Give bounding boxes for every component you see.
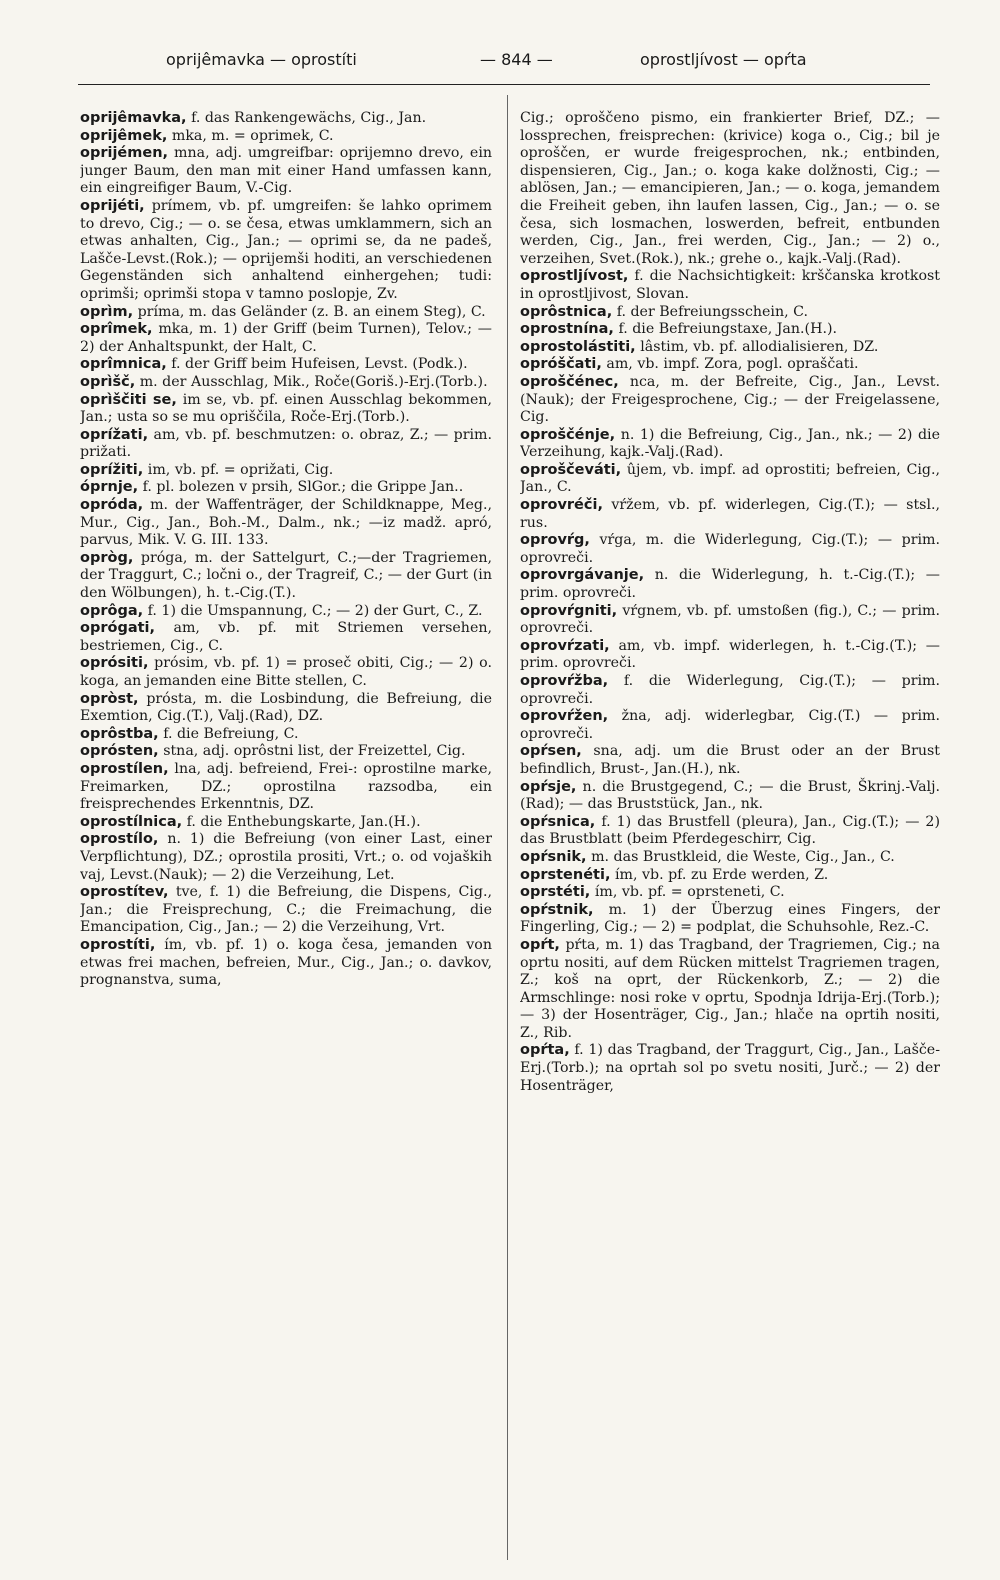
- entry-headword: opròst,: [80, 690, 139, 707]
- right-column: [520, 110, 940, 1570]
- entry-definition: sna, adj. um die Brust oder an der Brust befindlich, Brust-, Jan.(H.), nk.: [520, 743, 940, 777]
- entry-headword: opŕsje,: [520, 778, 577, 795]
- dictionary-entry: [520, 743, 940, 778]
- entry-headword: oproščénec,: [520, 373, 619, 390]
- entry-definition: f. der Griff beim Hufeisen, Levst. (Podk.).: [166, 356, 468, 373]
- dictionary-entry: [520, 356, 940, 374]
- dictionary-entry: [80, 321, 492, 356]
- entry-headword: oprôga,: [80, 602, 144, 619]
- entry-definition: prósta, m. die Losbindung, die Befreiung, die Exemtion, Cig.(T.), Valj.(Rad), DZ.: [80, 690, 492, 725]
- entry-definition: tve, f. 1) die Befreiung, die Dispens, Cig., Jan.; die Freisprechung, C.; die Freimachung, die Emancipation, Cig., Jan.; — 2) die Verzeihung, Vrt.: [80, 884, 492, 936]
- dictionary-entry: [80, 110, 492, 128]
- entry-definition: lâstim, vb. pf. allodialisieren, DZ.: [635, 338, 879, 355]
- dictionary-entry: [80, 145, 492, 198]
- dictionary-entry: [80, 831, 492, 884]
- header-rule: [78, 84, 930, 85]
- entry-headword: oprìšč,: [80, 373, 136, 390]
- entry-headword: óprnje,: [80, 479, 139, 496]
- dictionary-entry: [520, 884, 940, 902]
- dictionary-entry: [80, 655, 492, 690]
- dictionary-entry: [80, 356, 492, 374]
- entry-headword: oprostítev,: [80, 884, 169, 901]
- entry-definition: prímem, vb. pf. umgreifen: še lahko oprimem to drevo, Cig.; — o. se česa, etwas umklammern, sich an etwas anhalten, Cig., Jan.; — oprimi se, da ne padeš, Lašče-Levst.(Rok.); — oprijemši hoditi, an verschiedenen Gegenständen sich anhaltend einhergehen; tudi: oprimši; oprimši stopa v tamno poslopje, Zv.: [80, 197, 492, 302]
- dictionary-entry: [80, 603, 492, 621]
- entry-headword: oprostílnica,: [80, 813, 183, 830]
- entry-definition: n. die Brustgegend, C.; — die Brust, Škrinj.-Valj.(Rad); — das Bruststück, Jan., nk.: [520, 778, 940, 813]
- dictionary-entry: [520, 867, 940, 885]
- entry-headword: oprížati,: [80, 426, 149, 443]
- left-column: [80, 110, 492, 1570]
- entry-definition: stna, adj. oprôstni list, der Freizettel, Cig.: [158, 743, 466, 760]
- dictionary-entry: [80, 761, 492, 814]
- entry-definition: n. die Widerlegung, h. t.-Cig.(T.); — prim. oprovreči.: [520, 567, 940, 602]
- entry-headword: oprijéti,: [80, 197, 145, 214]
- dictionary-entry: [520, 339, 940, 357]
- entry-headword: oprostolástiti,: [520, 338, 636, 355]
- running-header: [78, 44, 930, 80]
- entry-headword: oprostljívost,: [520, 268, 629, 285]
- entry-headword: oprìščiti se,: [80, 391, 177, 408]
- dictionary-entry: [520, 708, 940, 743]
- entry-headword: oprstenéti,: [520, 866, 611, 883]
- entry-definition: m. das Brustkleid, die Weste, Cig., Jan., C.: [586, 848, 895, 865]
- entry-headword: oprósiti,: [80, 655, 149, 672]
- entry-headword: oprostílo,: [80, 831, 159, 848]
- entry-definition: n. 1) die Befreiung, Cig., Jan., nk.; — 2) die Verzeihung, kajk.-Valj.(Rad).: [520, 426, 940, 461]
- entry-definition: f. pl. bolezen v prsih, SlGor.; die Grippe Jan..: [138, 479, 464, 496]
- entry-headword: oprôstba,: [80, 725, 159, 742]
- entry-headword: oprîmnica,: [80, 356, 167, 373]
- entry-headword: oprostílen,: [80, 760, 169, 777]
- entry-definition: im, vb. pf. = oprižati, Cig.: [143, 461, 334, 478]
- entry-definition: ím, vb. pf. = oprsteneti, C.: [590, 884, 785, 901]
- dictionary-entry: [80, 726, 492, 744]
- dictionary-entry: [80, 814, 492, 832]
- dictionary-entry: [80, 392, 492, 427]
- dictionary-entry: [520, 814, 940, 849]
- entry-headword: opŕsen,: [520, 743, 582, 760]
- dictionary-entry: [80, 620, 492, 655]
- entry-definition: nca, m. der Befreite, Cig., Jan., Levst.(Nauk); der Freigesprochene, Cig.; — der Freigelassene, Cig.: [520, 373, 940, 426]
- dictionary-entry: [520, 849, 940, 867]
- entry-definition: f. 1) das Brustfell (pleura), Jan., Cig.(T.); — 2) das Brustblatt (beim Pferdegeschirr, Cig.: [520, 813, 940, 848]
- page-number: — 844 —: [480, 50, 553, 69]
- entry-definition: f. 1) das Tragband, der Traggurt, Cig., Jan., Lašče-Erj.(Torb.); na oprtah sol po svetu nositi, Jurč.; — 2) der Hosenträger,: [520, 1042, 940, 1094]
- dictionary-entry: [520, 110, 940, 268]
- column-divider: [507, 95, 508, 1560]
- entry-definition: am, vb. pf. mit Striemen versehen, bestriemen, Cig., C.: [80, 620, 492, 654]
- dictionary-entry: [80, 743, 492, 761]
- dictionary-entry: [520, 321, 940, 339]
- entry-headword: oprîmek,: [80, 321, 153, 338]
- dictionary-entry: [520, 268, 940, 303]
- entry-definition: m. der Waffenträger, der Schildknappe, Meg., Mur., Cig., Jan., Boh.-M., Dalm., nk.; —iz madž. apró, parvus, Mik. V. G. III. 133.: [80, 497, 492, 549]
- entry-definition: mna, adj. umgreifbar: oprijemno drevo, ein junger Baum, den man mit einer Hand umfassen kann, ein eingreifiger Baum, V.-Cig.: [80, 145, 492, 197]
- entry-definition: ím, vb. pf. 1) o. koga česa, jemanden von etwas frei machen, befreien, Mur., Cig., Jan.; o. davkov, prognanstva, suma,: [80, 936, 492, 989]
- dictionary-entry: [520, 462, 940, 497]
- entry-definition: am, vb. impf. widerlegen, h. t.-Cig.(T.); — prim. oprovreči.: [520, 637, 940, 672]
- dictionary-entry: [520, 374, 940, 427]
- entry-headword: oprijêmavka,: [80, 110, 187, 126]
- entry-definition: m. 1) der Überzug eines Fingers, der Fingerling, Cig.; — 2) = podplat, die Schuhsohle, Rez.-C.: [520, 901, 940, 936]
- dictionary-entry: [80, 479, 492, 497]
- entry-headword: oprovŕg,: [520, 532, 590, 549]
- entry-headword: oprógati,: [80, 620, 156, 637]
- entry-definition: ím, vb. pf. zu Erde werden, Z.: [610, 866, 829, 883]
- entry-headword: oprstéti,: [520, 884, 591, 901]
- entry-definition: im se, vb. pf. einen Ausschlag bekommen, Jan.; usta so se mu opriščila, Roče-Erj.(Torb.).: [80, 391, 492, 426]
- entry-definition: vŕgnem, vb. pf. umstoßen (fig.), C.; — prim. oprovreči.: [520, 602, 940, 637]
- entry-definition: am, vb. impf. Zora, pogl. opraščati.: [601, 356, 859, 373]
- entry-definition: f. die Widerlegung, Cig.(T.); — prim. oprovreči.: [520, 673, 940, 707]
- dictionary-entry: [520, 427, 940, 462]
- entry-headword: opŕt,: [520, 936, 560, 953]
- entry-definition: f. 1) die Umspannung, C.; — 2) der Gurt, C., Z.: [143, 602, 483, 619]
- entry-headword: oprovréči,: [520, 497, 603, 514]
- entry-definition: f. die Befreiungstaxe, Jan.(H.).: [613, 321, 837, 338]
- entry-headword: opŕsnica,: [520, 813, 596, 830]
- entry-headword: oprijémen,: [80, 145, 169, 162]
- entry-headword: oprovŕžen,: [520, 708, 609, 725]
- entry-definition: n. 1) die Befreiung (von einer Last, einer Verpflichtung), DZ.; oprostila prositi, Vrt.; o. od vojaških vaj, Levst.(Nauk); — 2) die Verzeihung, Let.: [80, 831, 492, 883]
- dictionary-entry: [80, 550, 492, 603]
- entry-definition: ûjem, vb. impf. ad oprostiti; befreien, Cig., Jan., C.: [520, 461, 940, 496]
- entry-headword: opróda,: [80, 497, 144, 514]
- dictionary-entry: [520, 673, 940, 708]
- dictionary-entry: [520, 603, 940, 638]
- entry-headword: oproščeváti,: [520, 461, 622, 478]
- dictionary-entry: [520, 567, 940, 602]
- entry-headword: oprôstnica,: [520, 303, 613, 320]
- entry-definition: am, vb. pf. beschmutzen: o. obraz, Z.; — prim. prižati.: [80, 426, 492, 461]
- entry-headword: oprížiti,: [80, 461, 144, 478]
- dictionary-entry: [520, 497, 940, 532]
- header-left: oprijêmavka — oprostíti: [166, 50, 357, 69]
- entry-headword: opróščati,: [520, 356, 602, 373]
- entry-headword: oprovrgávanje,: [520, 567, 645, 584]
- dictionary-entry: [520, 779, 940, 814]
- dictionary-entry: [80, 937, 492, 990]
- dictionary-entry: [80, 691, 492, 726]
- dictionary-entry: [80, 462, 492, 480]
- dictionary-entry: [520, 902, 940, 937]
- entry-headword: oprósten,: [80, 743, 159, 760]
- entry-definition: príma, m. das Geländer (z. B. an einem Steg), C.: [133, 303, 486, 320]
- entry-definition: prósim, vb. pf. 1) = proseč obiti, Cig.; — 2) o. koga, an jemanden eine Bitte stellen, C.: [80, 655, 492, 689]
- entry-definition: žna, adj. widerlegbar, Cig.(T.) — prim. oprovreči.: [520, 708, 940, 742]
- entry-definition: lna, adj. befreiend, Frei-: oprostilne marke, Freimarken, DZ.; oprostilna razsodba, ein freisprechendes Erkenntnis, DZ.: [80, 760, 492, 813]
- entry-headword: oprostnína,: [520, 321, 614, 338]
- entry-definition: Cig.; oproščeno pismo, ein frankierter Brief, DZ.; — lossprechen, freisprechen: (krivice) koga o., Cig.; bil je oproščen, er wurde freigesprochen, nk.; entbinden, dispensieren, Cig., Jan.; o. koga kake dolžnosti, Cig.; — ablösen, Jan.; — emancipieren, Jan.; — o. koga, jemandem die Freiheit geben, ihn laufen lassen, Cig., Jan.; — o. se česa, sich losmachen, loswerden, befreit, entbunden werden, Cig., Jan., frei werden, Cig., Jan.; — 2) o., verzeihen, Svet.(Rok.), nk.; grehe o., kajk.-Valj.(Rad).: [520, 110, 940, 267]
- entry-definition: vŕga, m. die Widerlegung, Cig.(T.); — prim. oprovreči.: [520, 532, 940, 566]
- entry-definition: mka, m. 1) der Griff (beim Turnen), Telov.; — 2) der Anhaltspunkt, der Halt, C.: [80, 321, 492, 355]
- entry-headword: opŕstnik,: [520, 901, 594, 918]
- dictionary-entry: [80, 427, 492, 462]
- entry-headword: oprovŕgniti,: [520, 602, 618, 619]
- entry-definition: f. die Befreiung, C.: [158, 725, 299, 742]
- entry-definition: vŕžem, vb. pf. widerlegen, Cig.(T.); — stsl., rus.: [520, 497, 940, 531]
- entry-headword: oprovŕzati,: [520, 637, 610, 654]
- entry-headword: oproščénje,: [520, 426, 616, 443]
- dictionary-entry: [80, 497, 492, 550]
- dictionary-entry: [520, 304, 940, 322]
- dictionary-entry: [520, 638, 940, 673]
- entry-headword: oprostíti,: [80, 936, 156, 953]
- entry-definition: m. der Ausschlag, Mik., Roče(Goriš.)-Erj.(Torb.).: [135, 373, 488, 390]
- entry-headword: oprìm,: [80, 303, 134, 320]
- dictionary-entry: [520, 1042, 940, 1095]
- entry-definition: f. die Enthebungskarte, Jan.(H.).: [182, 813, 421, 830]
- entry-headword: opŕta,: [520, 1042, 570, 1059]
- dictionary-entry: [80, 884, 492, 937]
- entry-definition: f. der Befreiungsschein, C.: [612, 303, 808, 320]
- entry-definition: f. die Nachsichtigkeit: krščanska krotkost in oprostljivost, Slovan.: [520, 268, 940, 302]
- dictionary-entry: [520, 937, 940, 1043]
- entry-headword: oprijêmek,: [80, 127, 168, 144]
- entry-headword: opŕsnik,: [520, 848, 587, 865]
- entry-definition: mka, m. = oprimek, C.: [167, 127, 334, 144]
- entry-definition: f. das Rankengewächs, Cig., Jan.: [186, 110, 427, 126]
- dictionary-entry: [80, 128, 492, 146]
- header-right: oprostljívost — opŕta: [640, 50, 807, 69]
- dictionary-entry: [80, 374, 492, 392]
- dictionary-entry: [80, 198, 492, 304]
- entry-headword: opròg,: [80, 549, 134, 566]
- entry-headword: oprovŕžba,: [520, 673, 609, 689]
- dictionary-entry: [80, 304, 492, 322]
- entry-definition: pŕta, m. 1) das Tragband, der Tragriemen, Cig.; na oprtu nositi, auf dem Rücken mittelst Tragriemen tragen, Z.; koš na oprt, der Rückenkorb, Z.; — 2) die Armschlinge: nosi roke v oprtu, Spodnja Idrija-Erj.(Torb.); — 3) der Hosenträger, Cig., Jan.; hlače na oprtih nositi, Z., Rib.: [520, 936, 940, 1041]
- entry-definition: próga, m. der Sattelgurt, C.;—der Tragriemen, der Traggurt, C.; ločni o., der Tragreif, C.; — der Gurt (in den Wölbungen), h. t.-Cig.(T.).: [80, 549, 492, 602]
- dictionary-entry: [520, 532, 940, 567]
